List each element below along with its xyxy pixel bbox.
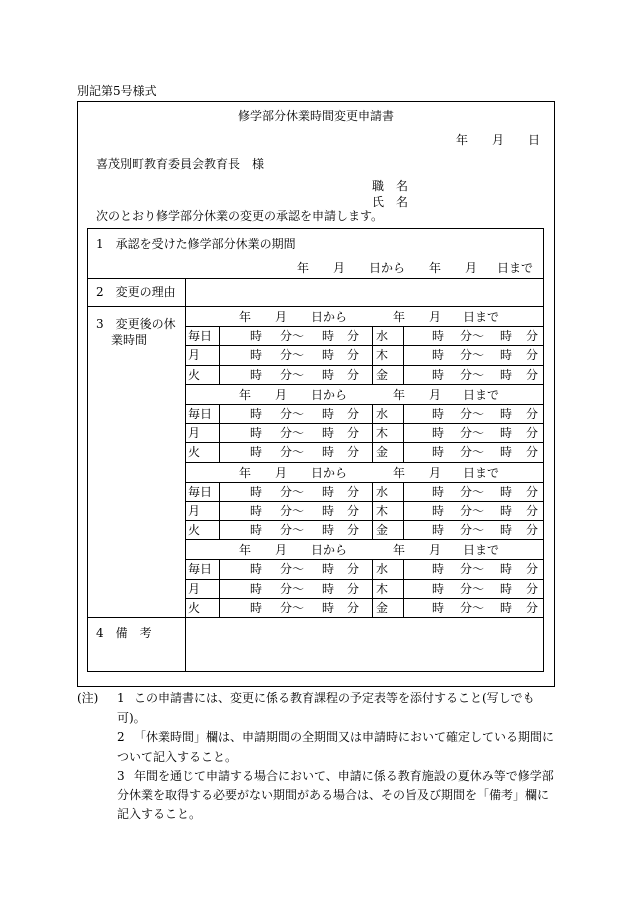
block-year-from: 年 bbox=[239, 310, 252, 324]
cell-minute-from-right: 分〜 bbox=[460, 582, 485, 596]
section4-label: 4 備 考 bbox=[96, 626, 152, 640]
cell-hour-from-right: 時 bbox=[432, 504, 445, 518]
cell-day-right: 水 bbox=[376, 329, 389, 343]
cell-minute-to-right: 分 bbox=[526, 329, 539, 343]
block-header-divider bbox=[185, 482, 543, 483]
note-2-number: 2 bbox=[117, 730, 125, 744]
block-column-divider bbox=[219, 482, 220, 540]
cell-minute-from: 分〜 bbox=[280, 485, 305, 499]
cell-hour-to-right: 時 bbox=[500, 426, 513, 440]
cell-day-right: 木 bbox=[376, 426, 389, 440]
cell-hour-to: 時 bbox=[322, 562, 335, 576]
block-month-to: 月 bbox=[429, 387, 442, 402]
cell-day-left: 火 bbox=[188, 523, 201, 537]
cell-hour-to: 時 bbox=[322, 504, 335, 518]
cell-minute-from-right: 分〜 bbox=[460, 368, 485, 382]
block-day-to: 日まで bbox=[463, 465, 500, 480]
cell-hour-from: 時 bbox=[250, 523, 263, 537]
block-month-from: 月 bbox=[275, 465, 288, 480]
block-year-to: 年 bbox=[393, 543, 406, 558]
section3-label-line2: 業時間 bbox=[111, 333, 148, 347]
cell-hour-to-right: 時 bbox=[500, 601, 513, 615]
cell-hour-from: 時 bbox=[250, 601, 263, 615]
period-day-to: 日まで bbox=[497, 261, 534, 275]
cell-day-left: 火 bbox=[188, 368, 201, 382]
date-day: 日 bbox=[528, 133, 541, 147]
block-row-divider bbox=[185, 442, 543, 443]
cell-hour-from: 時 bbox=[250, 329, 263, 343]
block-day-from: 日から bbox=[311, 387, 348, 402]
label-column-divider bbox=[185, 278, 186, 672]
cell-day-left: 月 bbox=[188, 504, 201, 518]
cell-hour-from-right: 時 bbox=[432, 407, 445, 421]
block-day-from: 日から bbox=[311, 310, 348, 324]
block-day-from: 日から bbox=[311, 543, 348, 558]
note-1-line2: 可)。 bbox=[117, 711, 146, 725]
cell-day-left: 火 bbox=[188, 601, 201, 615]
block-month-from: 月 bbox=[275, 310, 288, 324]
cell-minute-to: 分 bbox=[347, 348, 360, 362]
cell-minute-from-right: 分〜 bbox=[460, 523, 485, 537]
cell-hour-to: 時 bbox=[322, 407, 335, 421]
cell-hour-to-right: 時 bbox=[500, 368, 513, 382]
cell-hour-to-right: 時 bbox=[500, 329, 513, 343]
cell-minute-from: 分〜 bbox=[280, 368, 305, 382]
cell-day-right: 水 bbox=[376, 562, 389, 576]
request-text: 次のとおり修学部分休業の変更の承認を申請します。 bbox=[96, 209, 384, 223]
cell-minute-to-right: 分 bbox=[526, 562, 539, 576]
cell-hour-from-right: 時 bbox=[432, 523, 445, 537]
cell-minute-to-right: 分 bbox=[526, 485, 539, 499]
form-title: 修学部分休業時間変更申請書 bbox=[237, 109, 394, 123]
cell-hour-to: 時 bbox=[322, 368, 335, 382]
cell-hour-to-right: 時 bbox=[500, 485, 513, 499]
cell-day-right: 金 bbox=[376, 601, 389, 615]
cell-minute-to-right: 分 bbox=[526, 368, 539, 382]
cell-minute-from: 分〜 bbox=[280, 407, 305, 421]
cell-hour-from: 時 bbox=[250, 368, 263, 382]
date-month: 月 bbox=[492, 133, 505, 147]
cell-hour-from-right: 時 bbox=[432, 601, 445, 615]
cell-hour-from: 時 bbox=[250, 348, 263, 362]
cell-day-right: 金 bbox=[376, 445, 389, 459]
cell-minute-to: 分 bbox=[347, 601, 360, 615]
notes-prefix: (注) bbox=[77, 691, 99, 705]
note-1-line1: この申請書には、変更に係る教育課程の予定表等を添付すること(写しでも bbox=[134, 691, 535, 705]
position-label: 職 名 bbox=[372, 179, 409, 193]
cell-day-right: 水 bbox=[376, 407, 389, 421]
cell-minute-from-right: 分〜 bbox=[460, 407, 485, 421]
note-1-number: 1 bbox=[117, 691, 125, 705]
cell-day-right: 金 bbox=[376, 523, 389, 537]
table-border-left bbox=[87, 228, 88, 672]
cell-minute-to: 分 bbox=[347, 562, 360, 576]
cell-minute-to-right: 分 bbox=[526, 582, 539, 596]
block-row-divider bbox=[185, 520, 543, 521]
block-column-divider bbox=[372, 326, 373, 384]
addressee: 喜茂別町教育委員会教育長 様 bbox=[96, 157, 265, 171]
cell-hour-from: 時 bbox=[250, 582, 263, 596]
cell-hour-from-right: 時 bbox=[432, 485, 445, 499]
cell-minute-to-right: 分 bbox=[526, 426, 539, 440]
cell-hour-from-right: 時 bbox=[432, 348, 445, 362]
cell-hour-to: 時 bbox=[322, 329, 335, 343]
cell-day-right: 金 bbox=[376, 368, 389, 382]
cell-day-right: 水 bbox=[376, 485, 389, 499]
block-column-divider bbox=[372, 482, 373, 540]
cell-hour-to-right: 時 bbox=[500, 582, 513, 596]
cell-hour-from: 時 bbox=[250, 485, 263, 499]
cell-hour-to: 時 bbox=[322, 426, 335, 440]
block-year-to: 年 bbox=[393, 310, 406, 324]
cell-hour-from-right: 時 bbox=[432, 426, 445, 440]
divider-section2 bbox=[87, 306, 544, 307]
cell-minute-from-right: 分〜 bbox=[460, 329, 485, 343]
note-3-line3: 記入すること。 bbox=[117, 807, 202, 821]
section1-label: 1 承認を受けた修学部分休業の期間 bbox=[96, 237, 296, 251]
cell-minute-from: 分〜 bbox=[280, 582, 305, 596]
cell-day-right: 木 bbox=[376, 582, 389, 596]
block-row-divider bbox=[185, 345, 543, 346]
block-column-divider bbox=[219, 404, 220, 462]
cell-day-left: 毎日 bbox=[188, 485, 213, 499]
cell-hour-to-right: 時 bbox=[500, 523, 513, 537]
cell-minute-from: 分〜 bbox=[280, 329, 305, 343]
block-row-divider bbox=[185, 365, 543, 366]
cell-hour-to: 時 bbox=[322, 348, 335, 362]
cell-hour-from: 時 bbox=[250, 407, 263, 421]
block-header-divider bbox=[185, 559, 543, 560]
cell-hour-from-right: 時 bbox=[432, 445, 445, 459]
cell-day-left: 月 bbox=[188, 426, 201, 440]
block-year-from: 年 bbox=[239, 543, 252, 558]
block-row-divider bbox=[185, 423, 543, 424]
block-row-divider bbox=[185, 539, 543, 540]
cell-minute-to: 分 bbox=[347, 426, 360, 440]
cell-day-left: 毎日 bbox=[188, 407, 213, 421]
block-year-from: 年 bbox=[239, 465, 252, 480]
cell-minute-from-right: 分〜 bbox=[460, 601, 485, 615]
block-column-divider bbox=[372, 404, 373, 462]
block-header-divider bbox=[185, 404, 543, 405]
divider-section1 bbox=[87, 278, 544, 279]
cell-hour-to: 時 bbox=[322, 582, 335, 596]
cell-hour-from: 時 bbox=[250, 445, 263, 459]
cell-hour-from: 時 bbox=[250, 504, 263, 518]
cell-minute-from: 分〜 bbox=[280, 445, 305, 459]
divider-section3 bbox=[87, 617, 544, 618]
cell-minute-from-right: 分〜 bbox=[460, 445, 485, 459]
cell-hour-to-right: 時 bbox=[500, 504, 513, 518]
date-year: 年 bbox=[456, 133, 469, 147]
cell-minute-from-right: 分〜 bbox=[460, 562, 485, 576]
cell-minute-from-right: 分〜 bbox=[460, 348, 485, 362]
cell-minute-to-right: 分 bbox=[526, 523, 539, 537]
block-day-from: 日から bbox=[311, 465, 348, 480]
cell-minute-from-right: 分〜 bbox=[460, 426, 485, 440]
cell-hour-from-right: 時 bbox=[432, 582, 445, 596]
cell-minute-from: 分〜 bbox=[280, 523, 305, 537]
block-row-divider bbox=[185, 598, 543, 599]
cell-minute-from: 分〜 bbox=[280, 562, 305, 576]
name-label: 氏 名 bbox=[372, 195, 409, 209]
cell-day-right: 木 bbox=[376, 504, 389, 518]
block-month-from: 月 bbox=[275, 387, 288, 402]
cell-hour-from: 時 bbox=[250, 426, 263, 440]
cell-minute-to-right: 分 bbox=[526, 445, 539, 459]
cell-minute-from: 分〜 bbox=[280, 348, 305, 362]
block-day-to: 日まで bbox=[463, 543, 500, 558]
note-3-line2: 分休業を取得する必要がない期間がある場合は、その旨及び期間を「備考」欄に bbox=[117, 788, 550, 802]
note-2-line1: 「休業時間」欄は、申請期間の全期間又は申請時において確定している期間に bbox=[134, 730, 555, 744]
cell-minute-to: 分 bbox=[347, 523, 360, 537]
block-year-to: 年 bbox=[393, 465, 406, 480]
section2-label: 2 変更の理由 bbox=[96, 285, 176, 299]
cell-minute-from-right: 分〜 bbox=[460, 504, 485, 518]
cell-day-left: 毎日 bbox=[188, 329, 213, 343]
table-border-bottom bbox=[87, 671, 544, 672]
section3-label-line1: 3 変更後の休 bbox=[96, 317, 176, 331]
cell-day-left: 月 bbox=[188, 348, 201, 362]
note-2-line2: ついて記入すること。 bbox=[117, 750, 238, 764]
block-column-divider bbox=[219, 326, 220, 384]
cell-minute-to: 分 bbox=[347, 407, 360, 421]
period-year-to: 年 bbox=[429, 261, 442, 275]
cell-minute-to-right: 分 bbox=[526, 348, 539, 362]
cell-hour-to: 時 bbox=[322, 485, 335, 499]
period-month-from: 月 bbox=[333, 261, 346, 275]
cell-day-left: 毎日 bbox=[188, 562, 213, 576]
block-row-divider bbox=[185, 579, 543, 580]
cell-minute-to: 分 bbox=[347, 445, 360, 459]
table-border-top bbox=[87, 228, 544, 229]
block-column-divider bbox=[372, 559, 373, 617]
form-number: 別記第5号様式 bbox=[77, 84, 157, 98]
cell-minute-to-right: 分 bbox=[526, 407, 539, 421]
block-row-divider bbox=[185, 462, 543, 463]
cell-minute-to: 分 bbox=[347, 368, 360, 382]
block-header-divider bbox=[185, 326, 543, 327]
cell-hour-to: 時 bbox=[322, 601, 335, 615]
cell-day-left: 火 bbox=[188, 445, 201, 459]
block-row-divider bbox=[185, 501, 543, 502]
cell-minute-to-right: 分 bbox=[526, 601, 539, 615]
cell-minute-to: 分 bbox=[347, 504, 360, 518]
block-month-to: 月 bbox=[429, 465, 442, 480]
period-year-from: 年 bbox=[297, 261, 310, 275]
block-year-from: 年 bbox=[239, 387, 252, 402]
table-border-right bbox=[543, 228, 544, 672]
period-day-from: 日から bbox=[369, 261, 406, 275]
cell-day-left: 月 bbox=[188, 582, 201, 596]
block-month-to: 月 bbox=[429, 310, 442, 324]
block-column-divider bbox=[403, 326, 404, 384]
cell-minute-to: 分 bbox=[347, 582, 360, 596]
cell-minute-from-right: 分〜 bbox=[460, 485, 485, 499]
block-column-divider bbox=[403, 559, 404, 617]
block-day-to: 日まで bbox=[463, 387, 500, 402]
cell-hour-from-right: 時 bbox=[432, 562, 445, 576]
cell-hour-to-right: 時 bbox=[500, 445, 513, 459]
block-year-to: 年 bbox=[393, 387, 406, 402]
cell-hour-to: 時 bbox=[322, 445, 335, 459]
cell-minute-from: 分〜 bbox=[280, 601, 305, 615]
cell-hour-to-right: 時 bbox=[500, 562, 513, 576]
note-3-line1: 年間を通じて申請する場合において、申請に係る教育施設の夏休み等で修学部 bbox=[134, 769, 554, 783]
cell-hour-from-right: 時 bbox=[432, 368, 445, 382]
block-row-divider bbox=[185, 384, 543, 385]
cell-hour-to: 時 bbox=[322, 523, 335, 537]
cell-hour-to-right: 時 bbox=[500, 407, 513, 421]
cell-minute-to: 分 bbox=[347, 485, 360, 499]
cell-hour-to-right: 時 bbox=[500, 348, 513, 362]
cell-day-right: 木 bbox=[376, 348, 389, 362]
block-month-from: 月 bbox=[275, 543, 288, 558]
block-column-divider bbox=[219, 559, 220, 617]
cell-hour-from: 時 bbox=[250, 562, 263, 576]
note-3-number: 3 bbox=[117, 769, 125, 783]
block-month-to: 月 bbox=[429, 543, 442, 558]
cell-minute-to: 分 bbox=[347, 329, 360, 343]
block-column-divider bbox=[403, 404, 404, 462]
cell-hour-from-right: 時 bbox=[432, 329, 445, 343]
cell-minute-from: 分〜 bbox=[280, 504, 305, 518]
cell-minute-to-right: 分 bbox=[526, 504, 539, 518]
block-day-to: 日まで bbox=[463, 310, 500, 324]
cell-minute-from: 分〜 bbox=[280, 426, 305, 440]
period-month-to: 月 bbox=[465, 261, 478, 275]
block-column-divider bbox=[403, 482, 404, 540]
